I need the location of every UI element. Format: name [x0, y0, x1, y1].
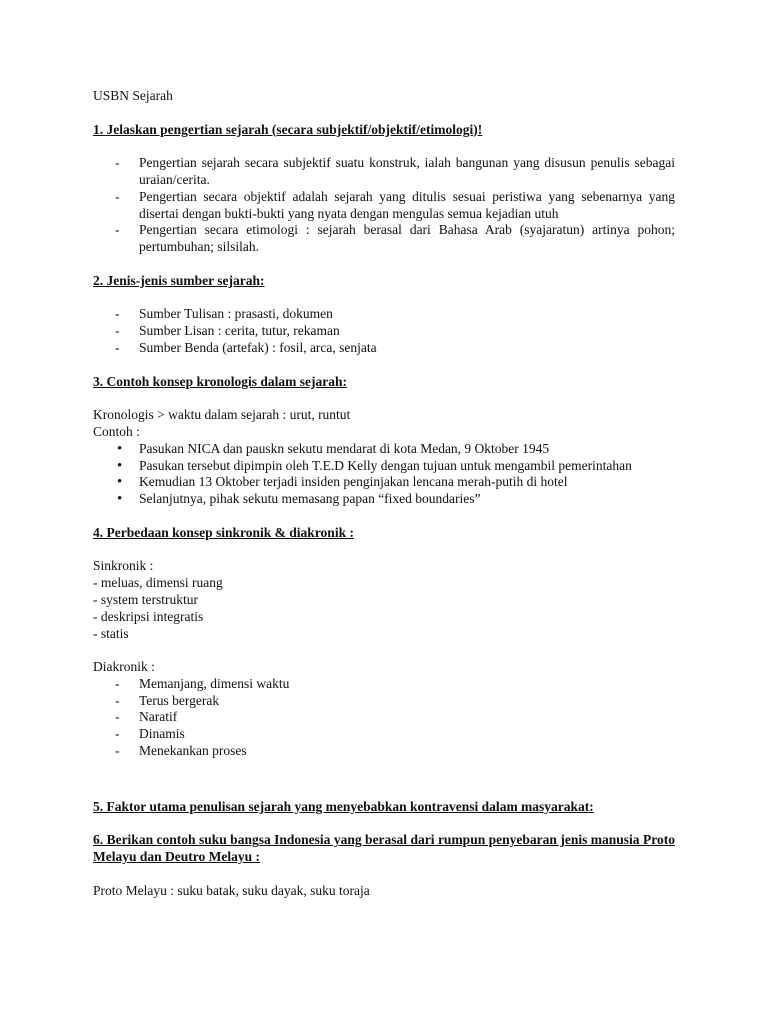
question-2-heading: 2. Jenis-jenis sumber sejarah: [93, 272, 265, 288]
diakronik-list [93, 676, 675, 760]
sinkronik-item: - meluas, dimensi ruang [93, 575, 223, 591]
question-2-list [93, 306, 675, 356]
chronology-definition: Kronologis > waktu dalam sejarah : urut, runtut [93, 407, 351, 423]
question-3-heading: 3. Contoh konsep kronologis dalam sejarah: [93, 373, 348, 389]
question-6-heading: 6. Berikan contoh suku bangsa Indonesia yang berasal dari rumpun penyebaran jenis manusia Proto Melayu dan Deutro Melayu : [93, 832, 675, 865]
example-label: Contoh : [93, 423, 140, 439]
list-item: - Naratif [93, 709, 675, 726]
list-item: - Pengertian sejarah secara subjektif suatu konstruk, ialah bangunan yang disusun penulis sebagai uraian/cerita. [93, 155, 675, 189]
question-1-list [93, 155, 675, 256]
list-item: • Kemudian 13 Oktober terjadi insiden penginjakan lencana merah-putih di hotel [93, 474, 675, 491]
list-item: - Pengertian secara objektif adalah sejarah yang ditulis sesuai peristiwa yang sebenarnya yang disertai dengan bukti-bukti yang nyata dengan mengulas semua kejadian utuh [93, 189, 675, 223]
sinkronik-label: Sinkronik : [93, 558, 154, 574]
list-item: - Pengertian secara etimologi : sejarah berasal dari Bahasa Arab (syajaratun) artinya pohon; pertumbuhan; silsilah. [93, 222, 675, 256]
question-1-heading: 1. Jelaskan pengertian sejarah (secara subjektif/objektif/etimologi)! [93, 121, 483, 137]
sinkronik-item: - deskripsi integratis [93, 608, 204, 624]
list-item: - Sumber Benda (artefak) : fosil, arca, senjata [93, 340, 675, 357]
list-item: - Sumber Tulisan : prasasti, dokumen [93, 306, 675, 323]
proto-melayu-answer: Proto Melayu : suku batak, suku dayak, suku toraja [93, 882, 370, 898]
document-title: USBN Sejarah [93, 88, 173, 103]
list-item: • Selanjutnya, pihak sekutu memasang papan “fixed boundaries” [93, 491, 675, 508]
question-3-list [93, 441, 675, 508]
list-item: - Menekankan proses [93, 743, 675, 760]
list-item: - Terus bergerak [93, 693, 675, 710]
question-4-heading: 4. Perbedaan konsep sinkronik & diakronik : [93, 524, 354, 540]
list-item: - Sumber Lisan : cerita, tutur, rekaman [93, 323, 675, 340]
sinkronik-item: - system terstruktur [93, 591, 198, 607]
list-item: • Pasukan NICA dan pauskn sekutu mendarat di kota Medan, 9 Oktober 1945 [93, 441, 675, 458]
document-body [93, 88, 675, 899]
list-item: • Pasukan tersebut dipimpin oleh T.E.D Kelly dengan tujuan untuk mengambil pemerintahan [93, 458, 675, 475]
question-5-heading: 5. Faktor utama penulisan sejarah yang menyebabkan kontravensi dalam masyarakat: [93, 798, 594, 814]
list-item: - Dinamis [93, 726, 675, 743]
diakronik-label: Diakronik : [93, 659, 155, 675]
list-item: - Memanjang, dimensi waktu [93, 676, 675, 693]
sinkronik-item: - statis [93, 625, 129, 641]
